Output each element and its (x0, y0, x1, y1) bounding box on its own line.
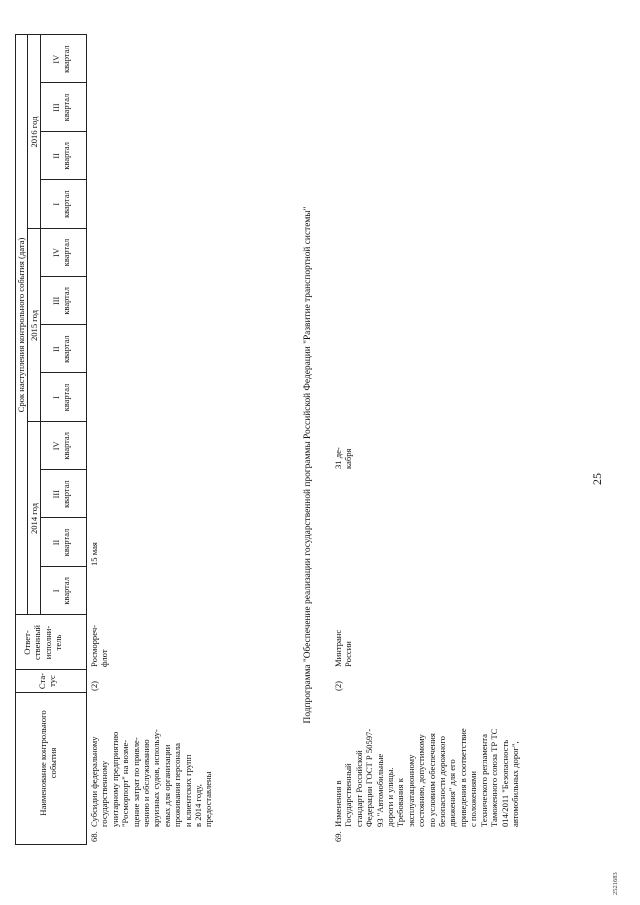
status-header: Ста- тус (37, 672, 58, 690)
quarter-numeral: IV (52, 54, 61, 64)
document-code: 2521683 (612, 872, 619, 895)
quarter-numeral: II (52, 153, 61, 159)
responsible-header: Ответ- ственный исполни- тель (22, 625, 64, 660)
year-header-2014: 2014 год (29, 502, 39, 535)
deadline-header-line (27, 35, 28, 615)
quarter-divider (40, 517, 87, 518)
quarter-divider (40, 82, 87, 83)
subprogram-title: Подпрограмма "Обеспечение реализации государственной программы Российской Федерации "Развитие транспортной системы" (303, 206, 313, 724)
quarter-header-cell (52, 277, 72, 325)
quarter-numeral: II (52, 346, 61, 352)
quarter-numeral: I (52, 202, 61, 206)
row-69-number: 69. (333, 831, 343, 842)
quarter-numeral: I (52, 589, 61, 593)
quarter-numeral: IV (52, 441, 61, 451)
row-68-event-name: Субсидии федеральному государственному унитарному предприятию "Росморпорт" на возме- щение затрат по привле- чению и обслуживанию круизных судов, использу- емых для организации проживания персонала и клиентских групп в 2014 году, предоставлены (89, 729, 214, 827)
row-69-event-name: Изменения в Государственный стандарт Российской Федерации ГОСТ Р 50597- 93 "Автомобильные дороги и улицы. Требования к эксплуатационному состоянию, допустимому по условиям обеспечения безопасности дорожного движения" для его приведения в соответствие с положениями Технического регламента Таможенного союза ТР ТС 014/2011 "Безопасность автомобильных дорог", (333, 728, 520, 827)
year-header-line (40, 35, 41, 615)
quarter-word: квартал (62, 287, 71, 315)
quarter-numeral: III (52, 296, 61, 306)
quarter-word: квартал (62, 480, 71, 508)
quarter-header-cell (52, 180, 72, 228)
year-header-2015: 2015 год (29, 309, 39, 342)
quarter-divider (40, 372, 87, 373)
quarter-word: квартал (62, 528, 71, 557)
quarter-word: квартал (62, 335, 71, 363)
row-68-date-2014-q2: 15 мая (89, 542, 99, 566)
quarter-header-cell (52, 35, 72, 83)
quarter-header-cell (52, 567, 72, 615)
quarter-header-cell (52, 470, 72, 518)
year-header-2016: 2016 год (29, 116, 39, 148)
quarter-word: квартал (62, 93, 71, 122)
quarter-word: квартал (62, 577, 71, 605)
quarter-word: квартал (62, 383, 71, 412)
row-68-status: (2) (89, 680, 99, 691)
row-69-status: (2) (333, 680, 343, 691)
quarter-header-cell (52, 518, 72, 566)
quarter-header-cell (52, 325, 72, 373)
quarter-header-cell (52, 83, 72, 131)
quarter-header-cell (52, 373, 72, 421)
quarter-word: квартал (62, 45, 71, 73)
quarter-header-cell (52, 228, 72, 276)
table-header-bottom-border (86, 35, 87, 845)
quarter-divider (40, 131, 87, 132)
quarter-divider (40, 566, 87, 567)
row-68-responsible: Росморреч- флот (89, 624, 110, 667)
row-69-date-2014-q4: 31 де- кабря (333, 447, 354, 469)
quarter-word: квартал (62, 238, 71, 267)
quarter-header-cell (52, 422, 72, 470)
quarter-divider (40, 324, 87, 325)
event-name-header: Наименование контрольного события (38, 710, 59, 816)
page-number: 25 (590, 473, 604, 485)
quarter-word: квартал (62, 142, 71, 170)
row-69-responsible: Минтранс России (333, 629, 354, 667)
quarter-divider (40, 276, 87, 277)
quarter-word: квартал (62, 432, 71, 460)
row-68-number: 68. (89, 831, 99, 842)
quarter-divider (40, 469, 87, 470)
quarter-numeral: II (52, 539, 61, 546)
quarter-divider (40, 179, 87, 180)
deadline-header: Срок наступления контрольного события (дата) (16, 237, 26, 413)
quarter-numeral: IV (52, 248, 61, 257)
quarter-numeral: I (52, 396, 61, 399)
quarter-numeral: III (52, 490, 61, 499)
quarter-numeral: III (52, 103, 61, 112)
table-left-border (15, 844, 87, 845)
quarter-word: квартал (62, 190, 71, 218)
quarter-header-cell (52, 132, 72, 180)
